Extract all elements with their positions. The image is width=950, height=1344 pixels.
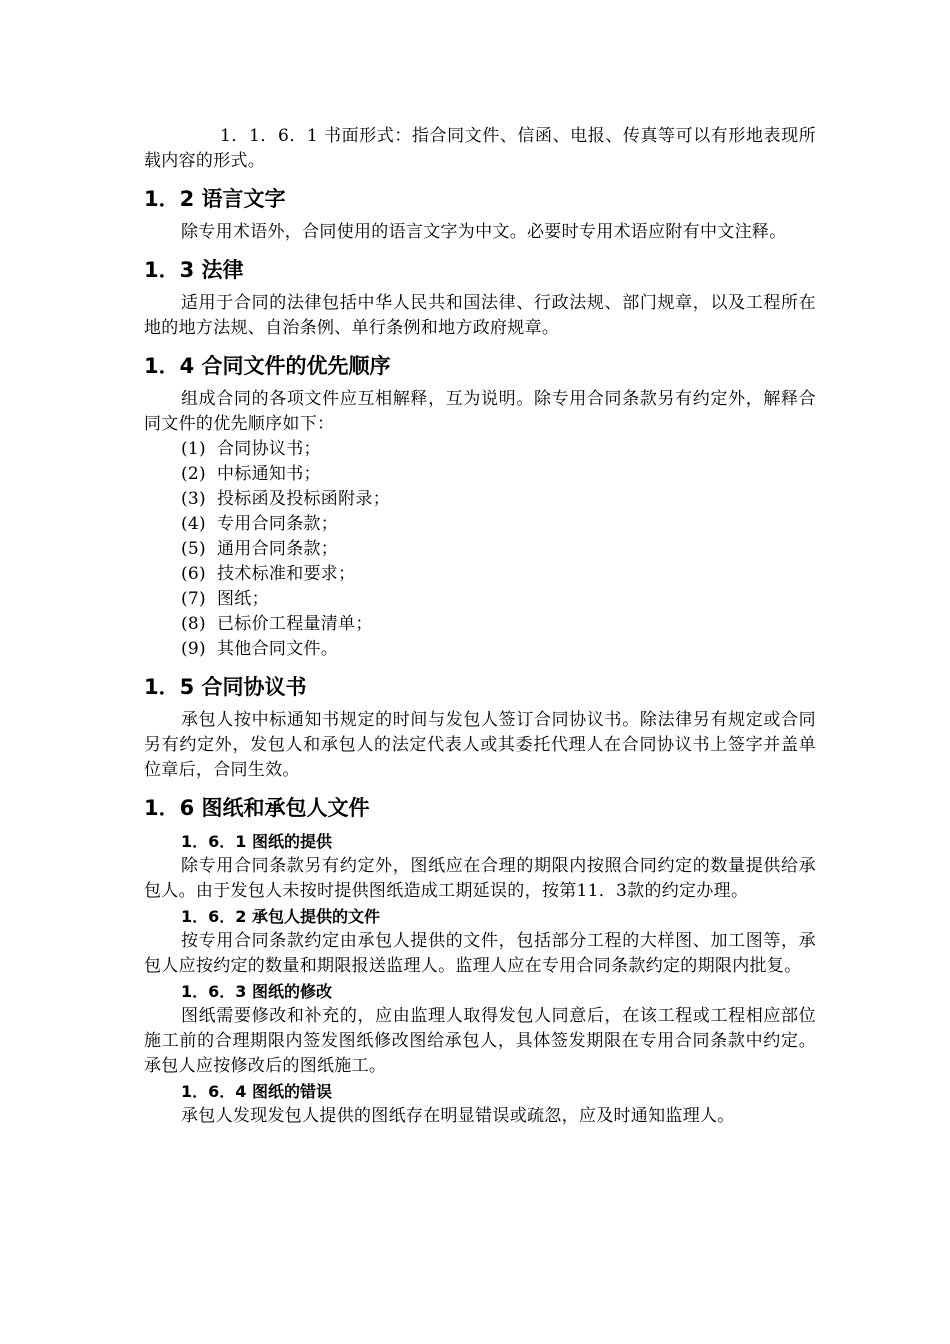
list-item-text: 专用合同条款；: [217, 514, 339, 534]
list-item-number: (2): [181, 464, 206, 484]
document-page: [144, 124, 816, 1129]
list-item: [181, 487, 816, 512]
list-item-number: (6): [181, 564, 206, 584]
section-body-1-3: 适用于合同的法律包括中华人民共和国法律、行政法规、部门规章，以及工程所在地的地方法规、自治条例、单行条例和地方政府规章。: [144, 293, 816, 338]
subsection-heading-1-6-1: 1．6．1 图纸的提供: [181, 832, 332, 851]
list-item: [181, 537, 816, 562]
section-heading-1-3: 1．3 法律: [144, 258, 244, 282]
list-item: [181, 462, 816, 487]
list-item-text: 已标价工程量清单；: [217, 614, 373, 634]
list-item-number: (1): [181, 439, 206, 459]
section-body-1-4: 组成合同的各项文件应互相解释，互为说明。除专用合同条款另有约定外，解释合同文件的优先顺序如下：: [144, 389, 816, 434]
list-item-text: 技术标准和要求；: [217, 564, 356, 584]
list-item-text: 中标通知书；: [217, 464, 321, 484]
list-item-number: (5): [181, 539, 206, 559]
list-item-text: 图纸；: [217, 589, 269, 609]
subsection-body-1-6-3: 图纸需要修改和补充的，应由监理人取得发包人同意后，在该工程或工程相应部位施工前的合理期限内签发图纸修改图给承包人，具体签发期限在专用合同条款中约定。承包人应按修改后的图纸施工。: [144, 1006, 816, 1076]
priority-list: [144, 437, 816, 662]
section-heading-1-6: 1．6 图纸和承包人文件: [144, 796, 370, 820]
list-item-number: (3): [181, 489, 206, 509]
section-heading-1-2: 1．2 语言文字: [144, 187, 286, 211]
list-item: [181, 512, 816, 537]
list-item-text: 投标函及投标函附录；: [217, 489, 390, 509]
section-heading-1-5: 1．5 合同协议书: [144, 675, 307, 699]
clause-1-1-6-1: 1．1．6．1 书面形式：指合同文件、信函、电报、传真等可以有形地表现所载内容的形式。: [144, 126, 816, 171]
list-item: [181, 437, 816, 462]
list-item-text: 其他合同文件。: [217, 639, 339, 659]
section-body-1-5: 承包人按中标通知书规定的时间与发包人签订合同协议书。除法律另有规定或合同另有约定外，发包人和承包人的法定代表人或其委托代理人在合同协议书上签字并盖单位章后，合同生效。: [144, 710, 816, 780]
subsection-heading-1-6-4: 1．6．4 图纸的错误: [181, 1082, 332, 1101]
subsection-body-1-6-1: 除专用合同条款另有约定外，图纸应在合理的期限内按照合同约定的数量提供给承包人。由于发包人未按时提供图纸造成工期延误的，按第11．3款的约定办理。: [144, 856, 816, 901]
list-item-number: (7): [181, 589, 206, 609]
list-item-text: 合同协议书；: [217, 439, 321, 459]
list-item-number: (8): [181, 614, 206, 634]
subsection-heading-1-6-2: 1．6．2 承包人提供的文件: [181, 907, 380, 926]
list-item-number: (4): [181, 514, 206, 534]
subsection-heading-1-6-3: 1．6．3 图纸的修改: [181, 982, 332, 1001]
list-item: [181, 587, 816, 612]
list-item-number: (9): [181, 639, 206, 659]
subsection-body-1-6-2: 按专用合同条款约定由承包人提供的文件，包括部分工程的大样图、加工图等，承包人应按约定的数量和期限报送监理人。监理人应在专用合同条款约定的期限内批复。: [144, 931, 816, 976]
list-item-text: 通用合同条款；: [217, 539, 339, 559]
subsection-body-1-6-4: 承包人发现发包人提供的图纸存在明显错误或疏忽，应及时通知监理人。: [181, 1106, 735, 1126]
list-item: [181, 562, 816, 587]
list-item: [181, 612, 816, 637]
section-heading-1-4: 1．4 合同文件的优先顺序: [144, 354, 391, 378]
section-body-1-2: 除专用术语外，合同使用的语言文字为中文。必要时专用术语应附有中文注释。: [181, 222, 787, 242]
list-item: [181, 637, 816, 662]
